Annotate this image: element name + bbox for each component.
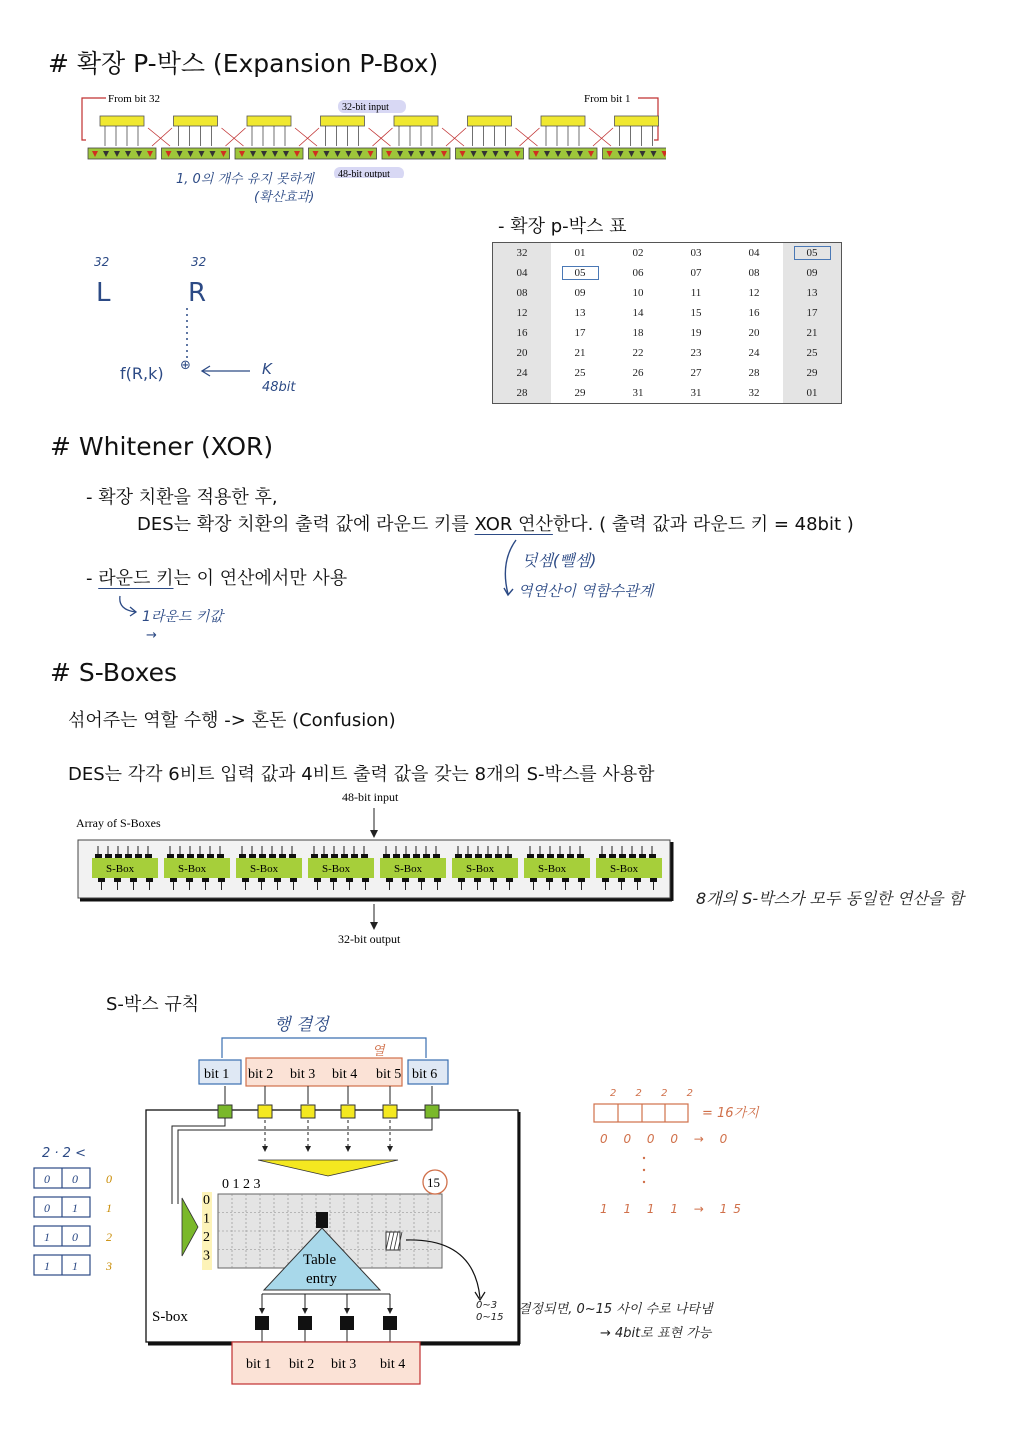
expansion-table-cell: 21	[574, 347, 586, 359]
row-bit-b: 1	[72, 1259, 78, 1273]
xor-note-1: 덧셈(뺄셈)	[522, 551, 597, 570]
xor-symbol: ⊕	[180, 358, 191, 373]
whitener-line3-a: -	[86, 568, 99, 589]
circled-15: 15	[427, 1175, 440, 1190]
from-bit-1-label: From bit 1	[584, 93, 631, 105]
expansion-table-cell: 13	[574, 307, 586, 319]
input-bit-label: bit 5	[376, 1067, 402, 1082]
expansion-table-row	[493, 243, 841, 263]
expansion-table-row	[493, 283, 841, 303]
row-index: 0	[106, 1172, 112, 1186]
right-dots	[640, 1152, 650, 1196]
input-label: 32-bit input	[342, 102, 389, 113]
expansion-table-cell: 08	[493, 283, 551, 303]
expansion-table-cell: 08	[748, 267, 760, 279]
expansion-table-cell: 01	[574, 247, 586, 259]
expansion-note-1: 1, 0의 개수 유지 못하게	[176, 172, 314, 187]
expansion-table-cell: 21	[783, 323, 841, 343]
input-bit-label: bit 6	[412, 1067, 438, 1082]
expansion-table-cell: 04	[493, 263, 551, 283]
sbox-array-label: Array of S-Boxes	[76, 816, 161, 830]
column-note: 열	[372, 1044, 385, 1059]
sbox-rule-diagram	[140, 1008, 530, 1388]
sbox-box-label: S-Box	[610, 863, 639, 875]
expansion-table-cell: 29	[783, 363, 841, 383]
row-label: 0	[203, 1193, 210, 1208]
sbox-array-diagram	[70, 786, 690, 952]
bottom-note-3: → 4bit로 표현 가능	[600, 1326, 712, 1341]
xor-term: XOR 연산	[474, 514, 553, 535]
expansion-table-row	[493, 303, 841, 323]
sbox-box-label: S-Box	[106, 863, 135, 875]
whitener-line2-c: 한다. ( 출력 값과 라운드 키 = 48bit )	[552, 514, 854, 535]
sboxes-line1: 섞어주는 역할 수행 -> 혼돈 (Confusion)	[68, 710, 396, 731]
expansion-table-cell: 07	[690, 267, 702, 279]
whitener-line3-c: 는 이 연산에서만 사용	[173, 568, 348, 589]
row-label: 2	[203, 1230, 210, 1245]
row-index: 3	[106, 1259, 112, 1273]
input-bit-label: bit 3	[290, 1067, 316, 1082]
input-bit-label: bit 4	[332, 1067, 358, 1082]
sbox-box-label: S-Box	[394, 863, 423, 875]
sbox-rule-title: S-박스 규칙	[106, 994, 200, 1015]
expansion-table-cell: 25	[574, 367, 586, 379]
expansion-table-cell: 16	[493, 323, 551, 343]
L-label: L	[96, 278, 111, 308]
R-label: R	[188, 278, 207, 308]
expansion-note-2: (확산효과)	[254, 190, 315, 205]
expansion-table-cell: 16	[748, 307, 760, 319]
expansion-table-row	[493, 323, 841, 343]
expansion-table-title: - 확장 p-박스 표	[498, 216, 627, 237]
expansion-table-cell: 04	[748, 247, 760, 259]
sbox-box-label: S-Box	[322, 863, 351, 875]
expansion-table-cell: 14	[632, 307, 644, 319]
right-note-head: 2 2 2 2	[610, 1088, 701, 1099]
output-bit-label: bit 4	[380, 1357, 406, 1372]
expansion-table-cell: 25	[783, 343, 841, 363]
column-header: 0 1 2 3	[222, 1177, 261, 1192]
table-entry-1: Table	[303, 1252, 337, 1268]
right-eq: = 16가지	[702, 1106, 759, 1121]
four-bit-boxes	[592, 1100, 692, 1124]
sbox-box-label: S-Box	[250, 863, 279, 875]
row-label: 3	[203, 1248, 210, 1264]
whitener-line3	[86, 564, 347, 590]
entry-arrow	[404, 1234, 494, 1310]
right-row-2: 1 1 1 1 → 15	[600, 1202, 747, 1216]
expansion-table-row	[493, 363, 841, 383]
right-row-1: 0 0 0 0 → 0	[600, 1132, 734, 1146]
expansion-table-cell: 05	[783, 243, 841, 263]
expansion-table-row	[493, 263, 841, 283]
left-note-head: 2 · 2 <	[42, 1146, 86, 1161]
expansion-table-cell: 28	[493, 383, 551, 403]
whitener-line2	[137, 510, 854, 536]
key-note-arrow	[114, 594, 144, 620]
row-bit-a: 1	[44, 1230, 50, 1244]
expansion-table-row	[493, 343, 841, 363]
R-bits-note: 32	[191, 255, 207, 269]
expansion-table-cell: 31	[632, 387, 644, 399]
whitener-line1: - 확장 치환을 적용한 후,	[86, 487, 278, 508]
key-bits-note: 48bit	[262, 380, 296, 395]
key-label: K	[262, 360, 272, 378]
whitener-line2-a: DES는 확장 치환의 출력 값에 라운드 키를	[137, 514, 475, 535]
expansion-table-cell: 02	[632, 247, 644, 259]
row-decision-note: 행 결정	[274, 1015, 329, 1035]
expansion-pbox-diagram	[76, 88, 666, 178]
sboxes-line2: DES는 각각 6비트 입력 값과 4비트 출력 값을 갖는 8개의 S-박스를 사용함	[68, 764, 655, 785]
bottom-note-2: 결정되면, 0~15 사이 수로 나타냄	[518, 1302, 713, 1317]
output-bit-label: bit 1	[246, 1357, 272, 1372]
row-index: 2	[106, 1230, 112, 1244]
expansion-table-cell: 17	[783, 303, 841, 323]
expansion-table-cell: 22	[632, 347, 644, 359]
row-bit-a: 0	[44, 1201, 50, 1215]
expansion-table-cell: 31	[690, 387, 702, 399]
expansion-table-cell: 09	[783, 263, 841, 283]
row-bit-b: 0	[72, 1230, 78, 1244]
row-index-table	[30, 1164, 130, 1280]
expansion-heading: # 확장 P-박스 (Expansion P-Box)	[48, 49, 439, 78]
expansion-table-cell: 24	[748, 347, 760, 359]
expansion-table-cell: 32	[493, 243, 551, 263]
sboxes-heading: # S-Boxes	[50, 658, 178, 687]
key-note-arrow-2: →	[146, 628, 157, 643]
expansion-table-cell: 27	[690, 367, 702, 379]
expansion-table-cell: 19	[690, 327, 702, 339]
row-index: 1	[106, 1201, 112, 1215]
expansion-table-cell: 15	[690, 307, 702, 319]
sbox-box-label: S-Box	[178, 863, 207, 875]
table-entry-2: entry	[306, 1271, 337, 1287]
row-bit-a: 0	[44, 1172, 50, 1186]
sbox-box-label: S-Box	[538, 863, 567, 875]
output-bit-label: bit 3	[331, 1357, 357, 1372]
expansion-table-cell: 09	[574, 287, 586, 299]
sbox-box-label: S-Box	[466, 863, 495, 875]
sbox-output-label: 32-bit output	[338, 932, 401, 946]
expansion-table-cell: 11	[690, 287, 702, 299]
L-bits-note: 32	[94, 255, 110, 269]
from-bit-32-label: From bit 32	[108, 93, 160, 105]
expansion-table-cell: 32	[748, 387, 760, 399]
expansion-table-cell: 03	[690, 247, 702, 259]
bottom-note-1a: 0~3	[476, 1300, 498, 1311]
expansion-table-cell: 01	[783, 383, 841, 403]
xor-note-2: 역연산이 역함수관계	[518, 582, 654, 600]
expansion-table-cell: 29	[574, 387, 586, 399]
output-label: 48-bit output	[338, 169, 390, 178]
row-bit-a: 1	[44, 1259, 50, 1273]
input-bit-label: bit 1	[204, 1067, 230, 1082]
row-bit-b: 1	[72, 1201, 78, 1215]
sbox-label: S-box	[152, 1309, 188, 1325]
expansion-table-cell: 26	[632, 367, 644, 379]
expansion-table	[492, 242, 842, 404]
sbox-input-label: 48-bit input	[342, 790, 399, 804]
expansion-table-row	[493, 383, 841, 403]
expansion-table-cell: 17	[574, 327, 586, 339]
round-key-term: 라운드 키	[98, 568, 174, 589]
bottom-note-1b: 0~15	[476, 1312, 504, 1323]
key-note: 1라운드 키값	[142, 609, 223, 625]
expansion-table-cell: 20	[748, 327, 760, 339]
expansion-table-cell: 24	[493, 363, 551, 383]
expansion-table-cell: 12	[748, 287, 760, 299]
input-bit-label: bit 2	[248, 1067, 274, 1082]
expansion-table-cell: 28	[748, 367, 760, 379]
output-bit-label: bit 2	[289, 1357, 315, 1372]
expansion-table-cell: 10	[632, 287, 644, 299]
row-bit-b: 0	[72, 1172, 78, 1186]
expansion-table-cell: 12	[493, 303, 551, 323]
expansion-table-cell: 18	[632, 327, 644, 339]
row-label: 1	[203, 1211, 210, 1227]
expansion-table-cell: 23	[690, 347, 702, 359]
expansion-table-cell: 05	[551, 263, 609, 283]
whitener-heading: # Whitener (XOR)	[50, 432, 274, 461]
expansion-table-cell: 20	[493, 343, 551, 363]
f-function-label: f(R,k)	[120, 364, 164, 383]
expansion-table-cell: 06	[632, 267, 644, 279]
sbox-array-note: 8개의 S-박스가 모두 동일한 연산을 함	[696, 889, 964, 908]
expansion-table-cell: 13	[783, 283, 841, 303]
